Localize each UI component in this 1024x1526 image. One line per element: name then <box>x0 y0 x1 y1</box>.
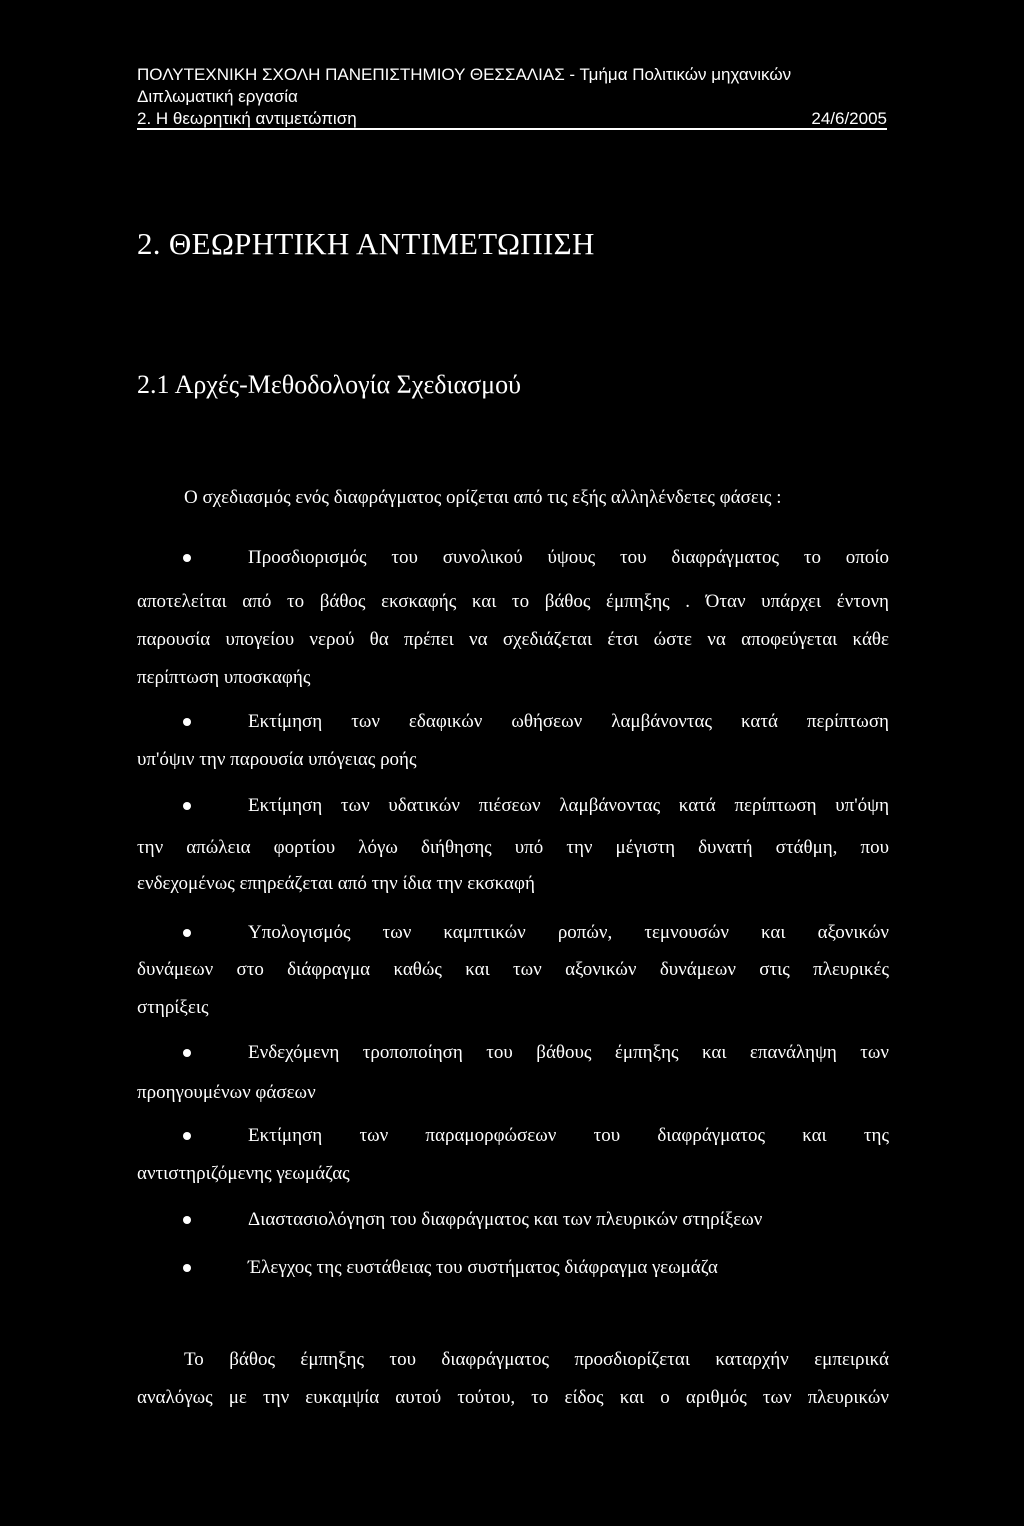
bullet-line: Διαστασιολόγηση του διαφράγματος και των πλευρικών στηρίξεων <box>248 1209 763 1230</box>
header-document-type: Διπλωματική εργασία <box>137 87 298 106</box>
bullet-line: αντιστηριζόμενης γεωμάζας <box>137 1163 350 1184</box>
bullet-marker <box>183 1216 191 1224</box>
bullet-line: υπ'όψιν την παρουσία υπόγειας ροής <box>137 749 417 770</box>
header-institution: ΠΟΛΥΤΕΧΝΙΚΗ ΣΧΟΛΗ ΠΑΝΕΠΙΣΤΗΜΙΟΥ ΘΕΣΣΑΛΙΑΣ - Τμήμα Πολιτικών μηχανικών <box>137 65 792 84</box>
bullet-line: παρουσία υπογείου νερού θα πρέπει να σχεδιάζεται έτσι ώστε να αποφεύγεται κάθε <box>137 629 889 650</box>
header-divider <box>137 128 887 130</box>
bullet-line: Προσδιορισμός του συνολικού ύψους του διαφράγματος το οποίο <box>248 547 889 568</box>
bullet-marker <box>183 718 191 726</box>
bullet-marker <box>183 1049 191 1057</box>
intro-paragraph: Ο σχεδιασμός ενός διαφράγματος ορίζεται από τις εξής αλληλένδετες φάσεις : <box>184 487 782 508</box>
bullet-line: ενδεχομένως επηρεάζεται από την ίδια την εκσκαφή <box>137 873 535 894</box>
bullet-line: Έλεγχος της ευστάθειας του συστήματος διάφραγμα γεωμάζα <box>248 1257 718 1278</box>
bullet-line: δυνάμεων στο διάφραγμα καθώς και των αξονικών δυνάμεων στις πλευρικές <box>137 959 889 980</box>
chapter-title: 2. ΘΕΩΡΗΤΙΚΗ ΑΝΤΙΜΕΤΩΠΙΣΗ <box>137 226 595 261</box>
header-chapter-label: 2. Η θεωρητική αντιμετώπιση <box>137 109 357 128</box>
bullet-line: την απώλεια φορτίου λόγω διήθησης υπό την μέγιστη δυνατή στάθμη, που <box>137 837 889 858</box>
header-date: 24/6/2005 <box>811 109 887 128</box>
bullet-line: στηρίξεις <box>137 997 209 1018</box>
closing-paragraph-line: Το βάθος έμπηξης του διαφράγματος προσδιορίζεται καταρχήν εμπειρικά <box>184 1349 889 1370</box>
bullet-line: Εκτίμηση των παραμορφώσεων του διαφράγματος και της <box>248 1125 889 1146</box>
bullet-line: προηγουμένων φάσεων <box>137 1082 316 1103</box>
bullet-line: αποτελείται από το βάθος εκσκαφής και το βάθος έμπηξης . Όταν υπάρχει έντονη <box>137 591 889 612</box>
bullet-line: Εκτίμηση των εδαφικών ωθήσεων λαμβάνοντας κατά περίπτωση <box>248 711 889 732</box>
bullet-line: περίπτωση υποσκαφής <box>137 667 311 688</box>
bullet-line: Ενδεχόμενη τροποποίηση του βάθους έμπηξης και επανάληψη των <box>248 1042 889 1063</box>
bullet-line: Υπολογισμός των καμπτικών ροπών, τεμνουσών και αξονικών <box>248 922 889 943</box>
bullet-marker <box>183 1264 191 1272</box>
bullet-line: Εκτίμηση των υδατικών πιέσεων λαμβάνοντας κατά περίπτωση υπ'όψη <box>248 795 889 816</box>
closing-paragraph-line: αναλόγως με την ευκαμψία αυτού τούτου, το είδος και ο αριθμός των πλευρικών <box>137 1387 889 1408</box>
bullet-marker <box>183 1132 191 1140</box>
section-title: 2.1 Αρχές-Μεθοδολογία Σχεδιασμού <box>137 370 521 399</box>
bullet-marker <box>183 929 191 937</box>
header-chapter <box>137 108 887 130</box>
bullet-marker <box>183 802 191 810</box>
bullet-marker <box>183 554 191 562</box>
